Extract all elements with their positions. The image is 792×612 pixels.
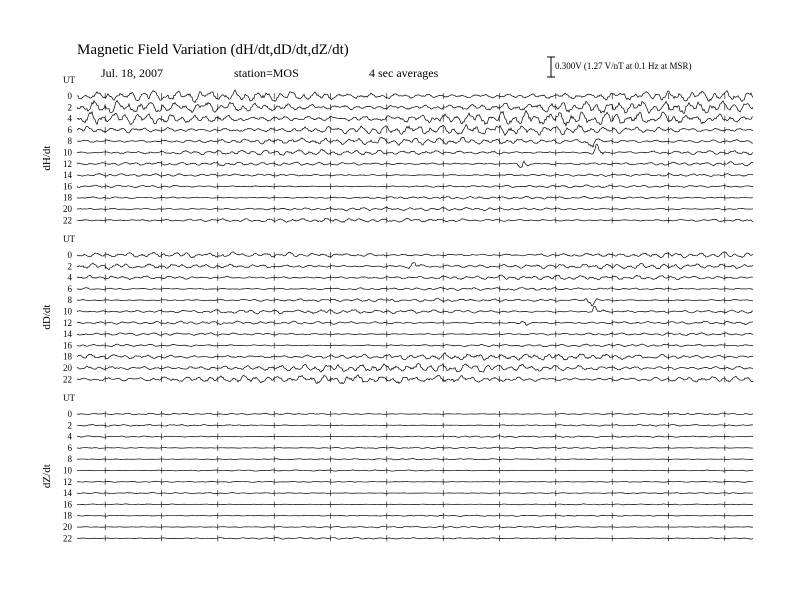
trace-line (77, 125, 753, 136)
ut-tick-label: 0 (67, 409, 72, 419)
trace-line (77, 306, 753, 314)
ut-tick-label: 6 (67, 442, 72, 453)
trace-line (77, 515, 753, 516)
trace-line (77, 344, 753, 347)
ut-tick-label: 20 (63, 522, 72, 532)
trace-line (77, 470, 753, 471)
ut-tick-label: 8 (67, 295, 72, 306)
trace-line (77, 353, 753, 361)
trace-line (77, 101, 753, 114)
ut-tick-label: 10 (63, 147, 72, 158)
trace-line (77, 375, 753, 384)
panels (41, 75, 753, 543)
ut-tick-label: 0 (67, 250, 72, 260)
ut-tick-label: 12 (63, 158, 72, 169)
trace-line (77, 111, 753, 126)
date-label: Jul. 18, 2007 (101, 66, 164, 80)
trace-line (77, 218, 753, 222)
ut-tick-label: 6 (67, 124, 72, 135)
ut-tick-label: 22 (63, 215, 72, 226)
ut-tick-label: 6 (67, 283, 72, 294)
ut-label: UT (63, 234, 75, 244)
trace-line (77, 90, 753, 103)
scale-bar (547, 57, 692, 77)
panel-ylabel: dD/dt (41, 304, 53, 330)
trace-line (77, 174, 753, 177)
averaging-label: 4 sec averages (369, 66, 439, 80)
ut-tick-label: 20 (63, 363, 72, 373)
ut-tick-label: 22 (63, 533, 72, 544)
ut-tick-label: 2 (67, 102, 72, 113)
trace-line (77, 413, 753, 415)
ut-tick-label: 4 (67, 431, 72, 442)
ut-tick-label: 18 (63, 192, 72, 203)
trace-line (77, 333, 753, 336)
trace-line (77, 504, 753, 505)
scale-label: 0.300V (1.27 V/nT at 0.1 Hz at MSR) (555, 61, 692, 71)
trace-line (77, 263, 753, 270)
trace-line (77, 275, 753, 280)
trace-line (77, 137, 753, 147)
ut-tick-label: 18 (63, 510, 72, 521)
ut-tick-label: 18 (63, 351, 72, 362)
ut-tick-label: 8 (67, 136, 72, 147)
ut-tick-label: 4 (67, 113, 72, 124)
trace-line (77, 481, 753, 482)
trace-line (77, 364, 753, 372)
panel-dZ-dt (41, 393, 753, 543)
trace-line (77, 321, 753, 325)
ut-tick-label: 16 (63, 181, 72, 192)
trace-line (77, 459, 753, 460)
ut-tick-label: 14 (63, 329, 72, 340)
trace-line (77, 436, 753, 438)
ut-tick-label: 10 (63, 306, 72, 317)
trace-line (77, 287, 753, 290)
trace-line (77, 493, 753, 494)
panel-ylabel: dH/dt (41, 145, 53, 171)
ut-tick-label: 2 (67, 420, 72, 431)
ut-tick-label: 10 (63, 465, 72, 476)
ut-tick-label: 14 (63, 488, 72, 499)
trace-line (77, 185, 753, 188)
ut-tick-label: 16 (63, 499, 72, 510)
ut-tick-label: 22 (63, 374, 72, 385)
trace-line (77, 537, 753, 539)
trace-line (77, 298, 753, 306)
ut-tick-label: 4 (67, 272, 72, 283)
ut-tick-label: 16 (63, 340, 72, 351)
ut-tick-label: 12 (63, 476, 72, 487)
trace-line (77, 252, 753, 258)
trace-line (77, 144, 753, 155)
ut-tick-label: 12 (63, 317, 72, 328)
ut-label: UT (63, 75, 75, 85)
panel-dH-dt (41, 75, 753, 225)
station-label: station=MOS (234, 66, 299, 80)
chart-title: Magnetic Field Variation (dH/dt,dD/dt,dZ/dt) (77, 42, 349, 58)
ut-tick-label: 2 (67, 261, 72, 272)
panel-dD-dt (41, 234, 753, 384)
ut-tick-label: 14 (63, 170, 72, 181)
trace-line (77, 447, 753, 449)
ut-tick-label: 20 (63, 204, 72, 214)
ut-tick-label: 0 (67, 91, 72, 101)
trace-line (77, 207, 753, 211)
panel-ylabel: dZ/dt (41, 464, 53, 489)
trace-line (77, 196, 753, 199)
trace-line (77, 526, 753, 528)
trace-line (77, 424, 753, 426)
trace-line (77, 161, 753, 167)
ut-label: UT (63, 393, 75, 403)
ut-tick-label: 8 (67, 454, 72, 465)
